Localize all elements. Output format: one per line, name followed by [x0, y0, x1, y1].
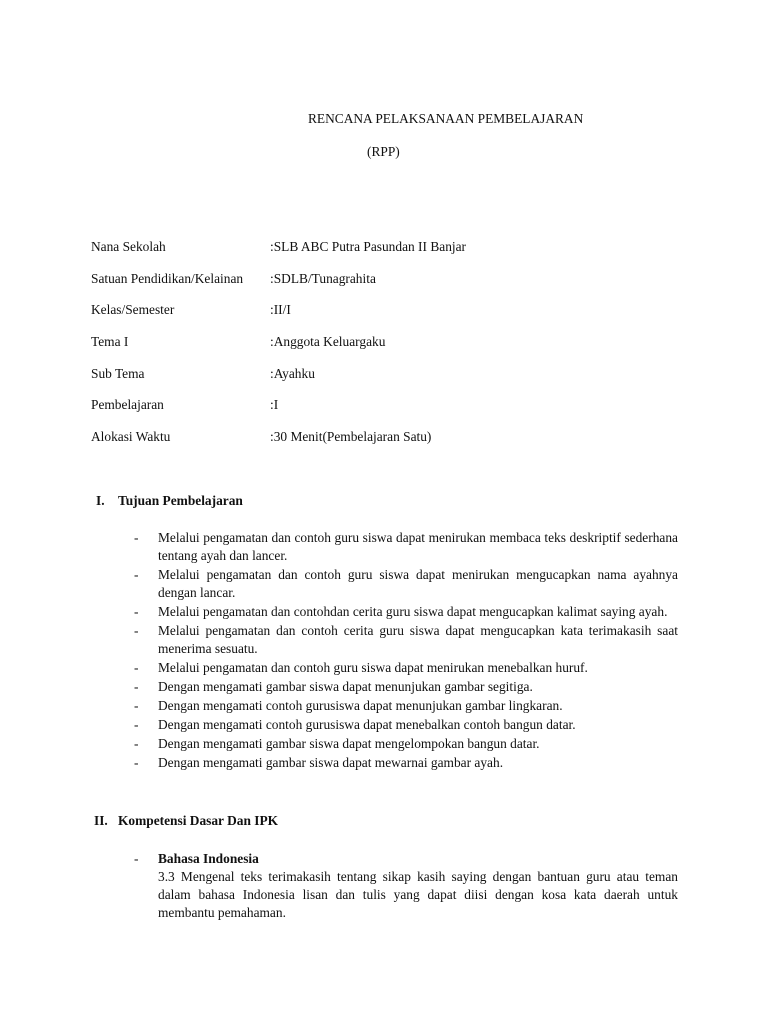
objectives-list [0, 529, 768, 773]
bullet-dash: - [134, 717, 139, 732]
document-title: RENCANA PELAKSANAAN PEMBELAJARAN [308, 111, 584, 126]
list-item [0, 659, 678, 677]
competency-text: 3.3 Mengenal teks terimakasih tentang sikap kasih saying dengan bantuan guru atau teman dalam bahasa Indonesia lisan dan tulis yang dapat diisi dengan kosa kata daerah untuk membantu pemahaman. [158, 869, 678, 920]
bullet-dash: - [134, 679, 139, 694]
list-item-text: Melalui pengamatan dan contoh cerita guru siswa dapat mengucapkan kata terimakasih saat menerima sesuatu. [158, 623, 678, 656]
identity-label: Pembelajaran [91, 397, 164, 412]
list-item [0, 678, 678, 696]
section-title: Tujuan Pembelajaran [118, 493, 243, 508]
section-number: I. [96, 493, 105, 508]
list-item [0, 622, 678, 658]
identity-value: :II/I [270, 302, 291, 317]
list-item-text: Dengan mengamati gambar siswa dapat menunjukan gambar segitiga. [158, 679, 533, 694]
identity-label: Kelas/Semester [91, 302, 175, 317]
list-item [0, 754, 678, 772]
identity-label: Alokasi Waktu [91, 429, 171, 444]
bullet-dash: - [134, 736, 139, 751]
list-item-text: Dengan mengamati gambar siswa dapat mengelompokan bangun datar. [158, 736, 540, 751]
list-item-text: Dengan mengamati contoh gurusiswa dapat menunjukan gambar lingkaran. [158, 698, 563, 713]
list-item-text: Dengan mengamati gambar siswa dapat mewarnai gambar ayah. [158, 755, 504, 770]
subject-heading: Bahasa Indonesia [158, 851, 259, 866]
identity-label: Nana Sekolah [91, 239, 166, 254]
identity-label: Satuan Pendidikan/Kelainan [91, 271, 244, 286]
bullet-dash: - [134, 698, 139, 713]
section-title: Kompetensi Dasar Dan IPK [118, 813, 279, 828]
list-item-text: Dengan mengamati contoh gurusiswa dapat menebalkan contoh bangun datar. [158, 717, 576, 732]
identity-label: Tema I [91, 334, 129, 349]
bullet-dash: - [134, 604, 139, 619]
list-item [0, 697, 678, 715]
identity-value: :Ayahku [270, 366, 315, 381]
identity-value: :30 Menit(Pembelajaran Satu) [270, 429, 432, 444]
list-item-text: Melalui pengamatan dan contoh guru siswa dapat menirukan menebalkan huruf. [158, 660, 588, 675]
bullet-dash: - [134, 851, 139, 866]
list-item [0, 603, 678, 621]
list-item [0, 566, 678, 602]
list-item-text: Melalui pengamatan dan contoh guru siswa dapat menirukan membaca teks deskriptif sederhana tentang ayah dan lancer. [158, 530, 678, 563]
list-item [0, 716, 678, 734]
identity-value: :Anggota Keluargaku [270, 334, 386, 349]
list-item [0, 735, 678, 753]
identity-value: :SDLB/Tunagrahita [270, 271, 376, 286]
bullet-dash: - [134, 567, 139, 582]
bullet-dash: - [134, 660, 139, 675]
identity-value: :I [270, 397, 279, 412]
bullet-dash: - [134, 755, 139, 770]
identity-label: Sub Tema [91, 366, 145, 381]
identity-value: :SLB ABC Putra Pasundan II Banjar [270, 239, 467, 254]
list-item-text: Melalui pengamatan dan contoh guru siswa dapat menirukan mengucapkan nama ayahnya dengan lancar. [158, 567, 678, 600]
list-item-text: Melalui pengamatan dan contohdan cerita guru siswa dapat mengucapkan kalimat saying ayah. [158, 604, 668, 619]
bullet-dash: - [134, 530, 139, 545]
document-subtitle: (RPP) [367, 144, 400, 159]
section-number: II. [94, 813, 108, 828]
bullet-dash: - [134, 623, 139, 638]
list-item [0, 529, 678, 565]
